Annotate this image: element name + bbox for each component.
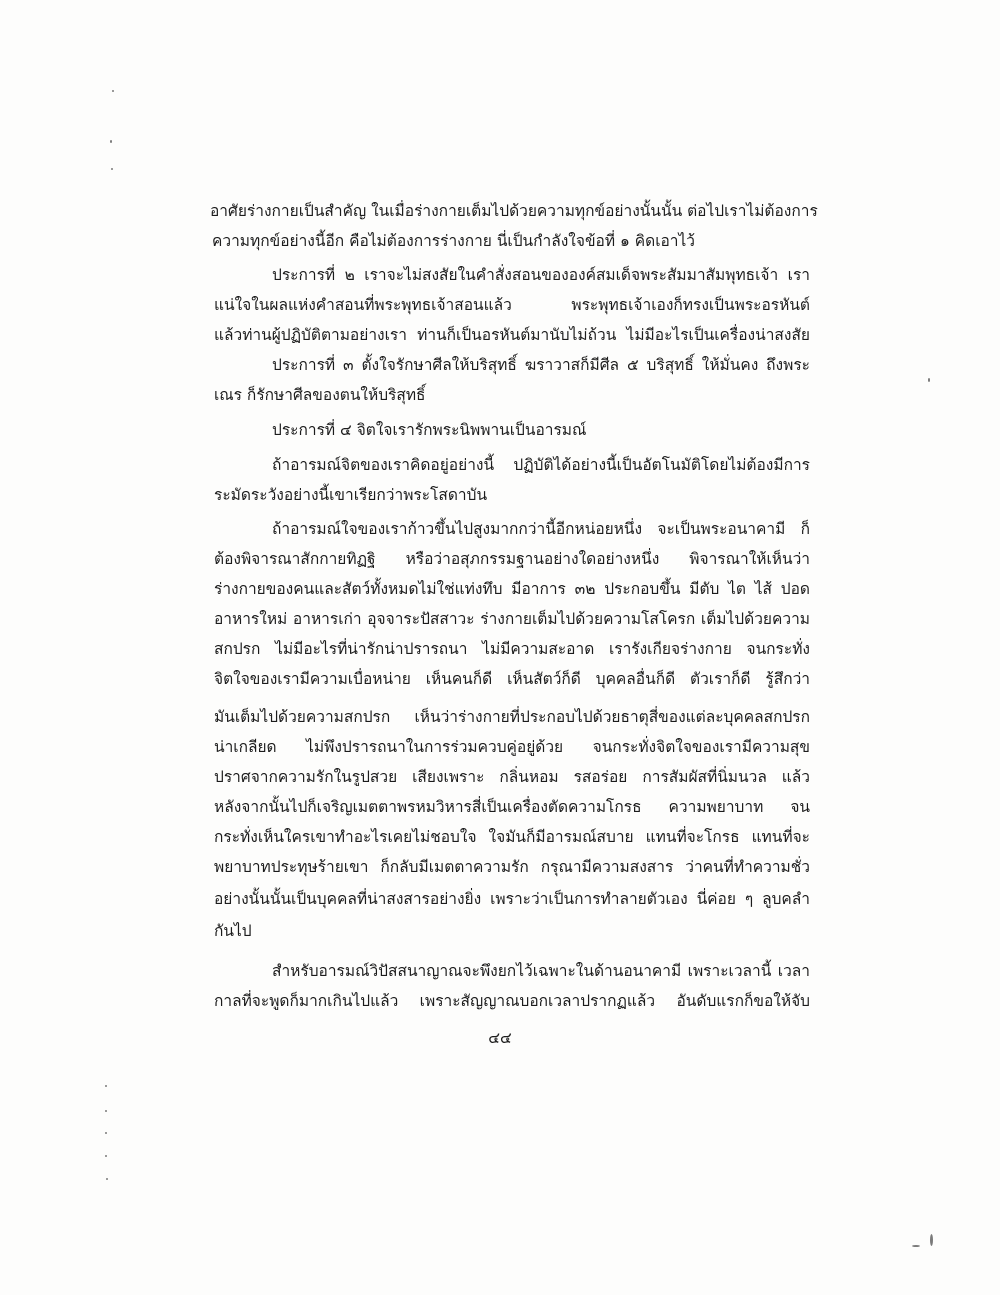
text-line: อย่างนั้นนั้นเป็นบุคคลที่น่าสงสารอย่างยิ่ง เพราะว่าเป็นการทำลายตัวเอง นี่ค่อย ๆ ลูบคลำ	[214, 890, 810, 908]
text-line: แล้วท่านผู้ปฏิบัติตามอย่างเรา ท่านก็เป็นอรหันต์มานับไม่ถ้วน ไม่มีอะไรเป็นเครื่องน่าสงสัย	[214, 326, 810, 344]
scan-speck	[105, 1085, 107, 1087]
text-line: ประการที่ ๓ ตั้งใจรักษาศีลให้บริสุทธิ์ ฆราวาสก็มีศีล ๕ บริสุทธิ์ ให้มั่นคง ถึงพระ	[272, 356, 810, 374]
text-line: พยาบาทประทุษร้ายเขา ก็กลับมีเมตตาความรัก กรุณามีความสงสาร ว่าคนที่ทำความชั่ว	[214, 858, 810, 876]
text-line: กาลที่จะพูดก็มากเกินไปแล้ว เพราะสัญญาณบอกเวลาปรากฏแล้ว อันดับแรกก็ขอให้จับ	[214, 992, 810, 1010]
scan-speck	[112, 90, 114, 92]
text-line: ระมัดระวังอย่างนี้เขาเรียกว่าพระโสดาบัน	[214, 486, 488, 504]
scan-speck	[110, 140, 112, 143]
text-line: ถ้าอารมณ์ใจของเราก้าวขึ้นไปสูงมากกว่านี้อีกหน่อยหนึ่ง จะเป็นพระอนาคามี ก็	[272, 520, 810, 538]
text-line: สำหรับอารมณ์วิปัสสนาญาณจะพึงยกไว้เฉพาะในด้านอนาคามี เพราะเวลานี้ เวลา	[272, 962, 810, 980]
text-line: ปราศจากความรักในรูปสวย เสียงเพราะ กลิ่นหอม รสอร่อย การสัมผัสที่นิ่มนวล แล้ว	[214, 768, 810, 786]
text-line: ต้องพิจารณาสักกายทิฏฐิ หรือว่าอสุภกรรมฐานอย่างใดอย่างหนึ่ง พิจารณาให้เห็นว่า	[214, 550, 810, 568]
scan-speck	[105, 1110, 107, 1112]
text-line: ความทุกข์อย่างนี้อีก คือไม่ต้องการร่างกาย นี่เป็นกำลังใจข้อที่ ๑ คิดเอาไว้	[212, 232, 696, 250]
text-line: เณร ก็รักษาศีลของตนให้บริสุทธิ์	[214, 386, 426, 404]
scan-speck	[106, 1178, 108, 1180]
text-line: อาหารใหม่ อาหารเก่า อุจจาระปัสสาวะ ร่างกายเต็มไปด้วยความโสโครก เต็มไปด้วยความ	[214, 610, 810, 628]
text-line: กระทั่งเห็นใครเขาทำอะไรเคยไม่ชอบใจ ใจมันก็มีอารมณ์สบาย แทนที่จะโกรธ แทนที่จะ	[214, 828, 810, 846]
scan-speck	[912, 1245, 920, 1247]
text-line: จิตใจของเรามีความเบื่อหน่าย เห็นคนก็ดี เห็นสัตว์ก็ดี บุคคลอื่นก็ดี ตัวเราก็ดี รู้สึกว่า	[214, 670, 810, 688]
text-line: กันไป	[214, 922, 252, 940]
text-line: ร่างกายของคนและสัตว์ทั้งหมดไม่ใช่แท่งทึบ มีอาการ ๓๒ ประกอบขึ้น มีตับ ไต ไส้ ปอด	[214, 580, 810, 598]
text-line: ประการที่ ๒ เราจะไม่สงสัยในคำสั่งสอนขององค์สมเด็จพระสัมมาสัมพุทธเจ้า เรา	[272, 266, 810, 284]
text-line: มันเต็มไปด้วยความสกปรก เห็นว่าร่างกายที่ประกอบไปด้วยธาตุสี่ของแต่ละบุคคลสกปรก	[214, 708, 810, 726]
page-number: ๔๔	[488, 1029, 512, 1047]
text-line: สกปรก ไม่มีอะไรที่น่ารักน่าปรารถนา ไม่มีความสะอาด เรารังเกียจร่างกาย จนกระทั่ง	[214, 640, 810, 658]
text-line: อาศัยร่างกายเป็นสำคัญ ในเมื่อร่างกายเต็มไปด้วยความทุกข์อย่างนั้นนั้น ต่อไปเราไม่ต้องการ	[210, 202, 818, 220]
text-line: ถ้าอารมณ์จิตของเราคิดอยู่อย่างนี้ ปฏิบัติได้อย่างนี้เป็นอัตโนมัติโดยไม่ต้องมีการ	[272, 456, 810, 474]
text-line: แน่ใจในผลแห่งคำสอนที่พระพุทธเจ้าสอนแล้ว พระพุทธเจ้าเองก็ทรงเป็นพระอรหันต์	[214, 296, 810, 314]
text-line: น่าเกลียด ไม่พึงปรารถนาในการร่วมควบคู่อยู่ด้วย จนกระทั่งจิตใจของเรามีความสุข	[214, 738, 810, 756]
text-line: ประการที่ ๔ จิตใจเรารักพระนิพพานเป็นอารมณ์	[272, 421, 587, 439]
scan-speck	[928, 378, 930, 382]
text-line: หลังจากนั้นไปก็เจริญเมตตาพรหมวิหารสี่เป็นเครื่องตัดความโกรธ ความพยาบาท จน	[214, 798, 810, 816]
scan-speck	[930, 1234, 933, 1246]
scan-speck	[111, 168, 113, 170]
scan-speck	[105, 1155, 107, 1157]
scan-speck	[105, 1132, 107, 1134]
